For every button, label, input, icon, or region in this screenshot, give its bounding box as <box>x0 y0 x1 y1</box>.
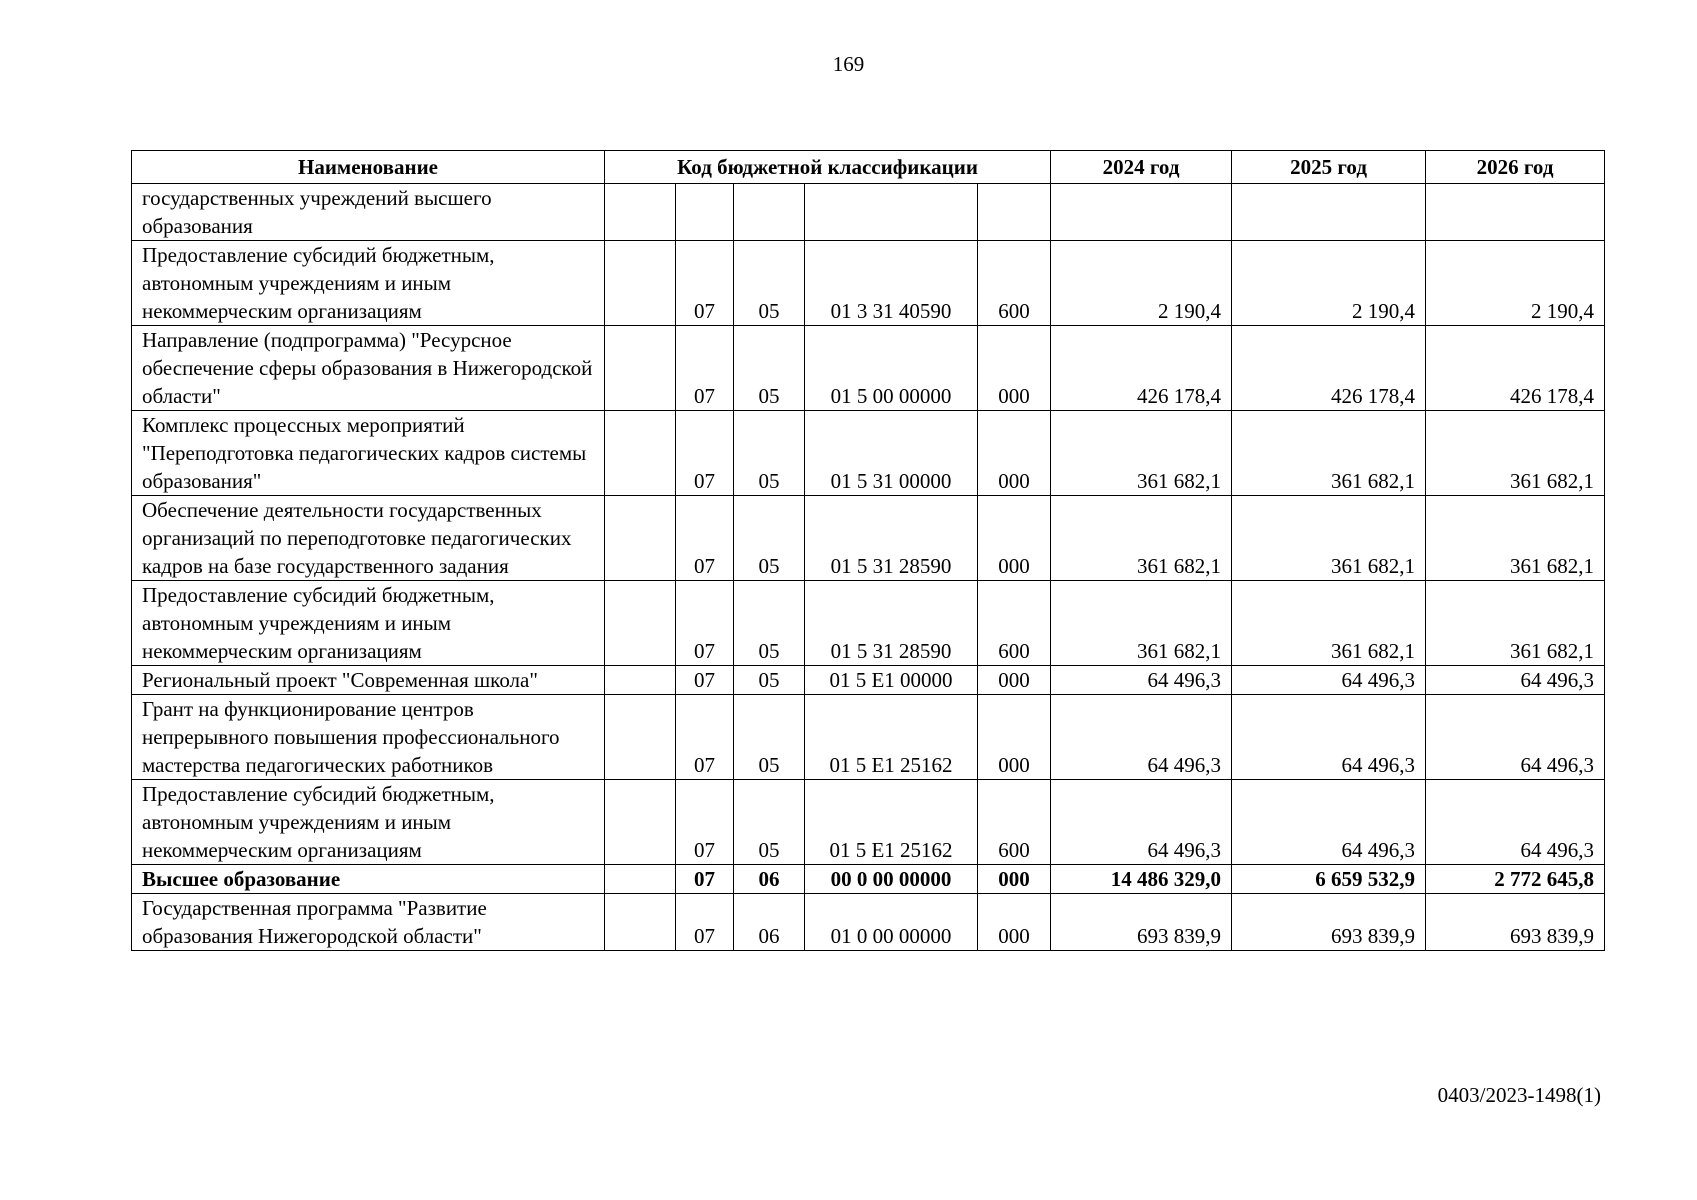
table-body <box>132 184 1605 951</box>
row-subsection-code: 05 <box>734 695 805 780</box>
table-row <box>132 184 1605 241</box>
row-value-2026: 361 682,1 <box>1426 496 1605 581</box>
table-row <box>132 326 1605 411</box>
row-subsection-code: 05 <box>734 780 805 865</box>
row-name-cell: Предоставление субсидий бюджетным, автономным учреждениям и иным некоммерческим организациям <box>132 780 605 865</box>
row-code-part-1 <box>605 865 676 894</box>
row-target-article-code: 01 5 E1 25162 <box>805 695 978 780</box>
row-target-article-code: 01 3 31 40590 <box>805 241 978 326</box>
row-expense-type-code: 000 <box>978 865 1051 894</box>
row-value-2026: 2 190,4 <box>1426 241 1605 326</box>
row-value-2024: 64 496,3 <box>1051 780 1232 865</box>
document-code: 0403/2023-1498(1) <box>1437 1083 1601 1107</box>
row-section-code: 07 <box>676 780 734 865</box>
row-value-2026: 64 496,3 <box>1426 780 1605 865</box>
row-section-code: 07 <box>676 894 734 951</box>
row-subsection-code <box>734 184 805 241</box>
row-name-cell: Обеспечение деятельности государственных организаций по переподготовке педагогических кадров на базе государственного задания <box>132 496 605 581</box>
row-subsection-code: 05 <box>734 241 805 326</box>
row-code-part-1 <box>605 695 676 780</box>
row-code-part-1 <box>605 184 676 241</box>
table-row <box>132 241 1605 326</box>
row-value-2026: 64 496,3 <box>1426 666 1605 695</box>
row-subsection-code: 05 <box>734 496 805 581</box>
row-expense-type-code: 000 <box>978 496 1051 581</box>
table-header-row <box>132 151 1605 184</box>
row-value-2025: 361 682,1 <box>1232 496 1426 581</box>
row-section-code: 07 <box>676 695 734 780</box>
row-value-2024: 693 839,9 <box>1051 894 1232 951</box>
row-value-2026 <box>1426 184 1605 241</box>
row-value-2026: 64 496,3 <box>1426 695 1605 780</box>
row-value-2025 <box>1232 184 1426 241</box>
row-value-2024: 361 682,1 <box>1051 411 1232 496</box>
row-value-2024: 361 682,1 <box>1051 581 1232 666</box>
row-code-part-1 <box>605 780 676 865</box>
row-section-code: 07 <box>676 411 734 496</box>
row-expense-type-code: 600 <box>978 581 1051 666</box>
row-value-2024: 64 496,3 <box>1051 695 1232 780</box>
row-subsection-code: 05 <box>734 326 805 411</box>
row-target-article-code: 00 0 00 00000 <box>805 865 978 894</box>
row-value-2025: 361 682,1 <box>1232 581 1426 666</box>
row-value-2025: 64 496,3 <box>1232 695 1426 780</box>
row-section-code: 07 <box>676 666 734 695</box>
row-value-2025: 693 839,9 <box>1232 894 1426 951</box>
row-value-2024: 361 682,1 <box>1051 496 1232 581</box>
row-code-part-1 <box>605 496 676 581</box>
row-value-2025: 361 682,1 <box>1232 411 1426 496</box>
row-value-2024 <box>1051 184 1232 241</box>
row-name-cell: Комплекс процессных мероприятий "Переподготовка педагогических кадров системы образования" <box>132 411 605 496</box>
row-value-2024: 2 190,4 <box>1051 241 1232 326</box>
row-target-article-code: 01 0 00 00000 <box>805 894 978 951</box>
row-name-cell: Грант на функционирование центров непрерывного повышения профессионального мастерства педагогических работников <box>132 695 605 780</box>
row-target-article-code: 01 5 31 00000 <box>805 411 978 496</box>
page-number: 169 <box>832 52 865 76</box>
row-name-cell: Направление (подпрограмма) "Ресурсное обеспечение сферы образования в Нижегородской области" <box>132 326 605 411</box>
row-target-article-code: 01 5 31 28590 <box>805 581 978 666</box>
row-section-code: 07 <box>676 326 734 411</box>
row-value-2024: 426 178,4 <box>1051 326 1232 411</box>
row-section-code <box>676 184 734 241</box>
table-row <box>132 581 1605 666</box>
row-value-2025: 64 496,3 <box>1232 666 1426 695</box>
row-section-code: 07 <box>676 581 734 666</box>
row-expense-type-code: 000 <box>978 326 1051 411</box>
row-target-article-code: 01 5 00 00000 <box>805 326 978 411</box>
row-expense-type-code: 000 <box>978 894 1051 951</box>
row-value-2025: 64 496,3 <box>1232 780 1426 865</box>
row-expense-type-code: 000 <box>978 695 1051 780</box>
row-value-2024: 64 496,3 <box>1051 666 1232 695</box>
header-2025: 2025 год <box>1232 151 1426 184</box>
header-name: Наименование <box>132 151 605 184</box>
row-code-part-1 <box>605 411 676 496</box>
row-code-part-1 <box>605 581 676 666</box>
row-target-article-code: 01 5 E1 00000 <box>805 666 978 695</box>
header-code: Код бюджетной классификации <box>605 151 1051 184</box>
row-value-2026: 693 839,9 <box>1426 894 1605 951</box>
row-expense-type-code: 000 <box>978 666 1051 695</box>
row-name-cell: Региональный проект "Современная школа" <box>132 666 605 695</box>
row-subsection-code: 06 <box>734 865 805 894</box>
row-value-2026: 361 682,1 <box>1426 411 1605 496</box>
row-target-article-code: 01 5 E1 25162 <box>805 780 978 865</box>
budget-table <box>131 150 1605 951</box>
row-value-2025: 6 659 532,9 <box>1232 865 1426 894</box>
row-section-code: 07 <box>676 496 734 581</box>
row-section-code: 07 <box>676 241 734 326</box>
row-name-cell: Предоставление субсидий бюджетным, автономным учреждениям и иным некоммерческим организациям <box>132 241 605 326</box>
row-target-article-code: 01 5 31 28590 <box>805 496 978 581</box>
row-value-2025: 426 178,4 <box>1232 326 1426 411</box>
table-row <box>132 695 1605 780</box>
row-name-cell: Высшее образование <box>132 865 605 894</box>
row-code-part-1 <box>605 326 676 411</box>
row-expense-type-code: 000 <box>978 411 1051 496</box>
table-row <box>132 666 1605 695</box>
row-subsection-code: 05 <box>734 411 805 496</box>
row-value-2026: 2 772 645,8 <box>1426 865 1605 894</box>
row-name-cell: Государственная программа "Развитие образования Нижегородской области" <box>132 894 605 951</box>
row-value-2024: 14 486 329,0 <box>1051 865 1232 894</box>
row-value-2026: 361 682,1 <box>1426 581 1605 666</box>
table-row <box>132 411 1605 496</box>
row-expense-type-code: 600 <box>978 241 1051 326</box>
row-name-cell: государственных учреждений высшего образования <box>132 184 605 241</box>
row-value-2025: 2 190,4 <box>1232 241 1426 326</box>
row-value-2026: 426 178,4 <box>1426 326 1605 411</box>
table-row <box>132 780 1605 865</box>
row-target-article-code <box>805 184 978 241</box>
row-name-cell: Предоставление субсидий бюджетным, автономным учреждениям и иным некоммерческим организациям <box>132 581 605 666</box>
row-section-code: 07 <box>676 865 734 894</box>
table-row <box>132 894 1605 951</box>
row-code-part-1 <box>605 894 676 951</box>
header-2026: 2026 год <box>1426 151 1605 184</box>
row-subsection-code: 05 <box>734 666 805 695</box>
header-2024: 2024 год <box>1051 151 1232 184</box>
row-code-part-1 <box>605 666 676 695</box>
row-expense-type-code: 600 <box>978 780 1051 865</box>
row-subsection-code: 06 <box>734 894 805 951</box>
table-row <box>132 496 1605 581</box>
row-subsection-code: 05 <box>734 581 805 666</box>
row-code-part-1 <box>605 241 676 326</box>
table-row <box>132 865 1605 894</box>
row-expense-type-code <box>978 184 1051 241</box>
